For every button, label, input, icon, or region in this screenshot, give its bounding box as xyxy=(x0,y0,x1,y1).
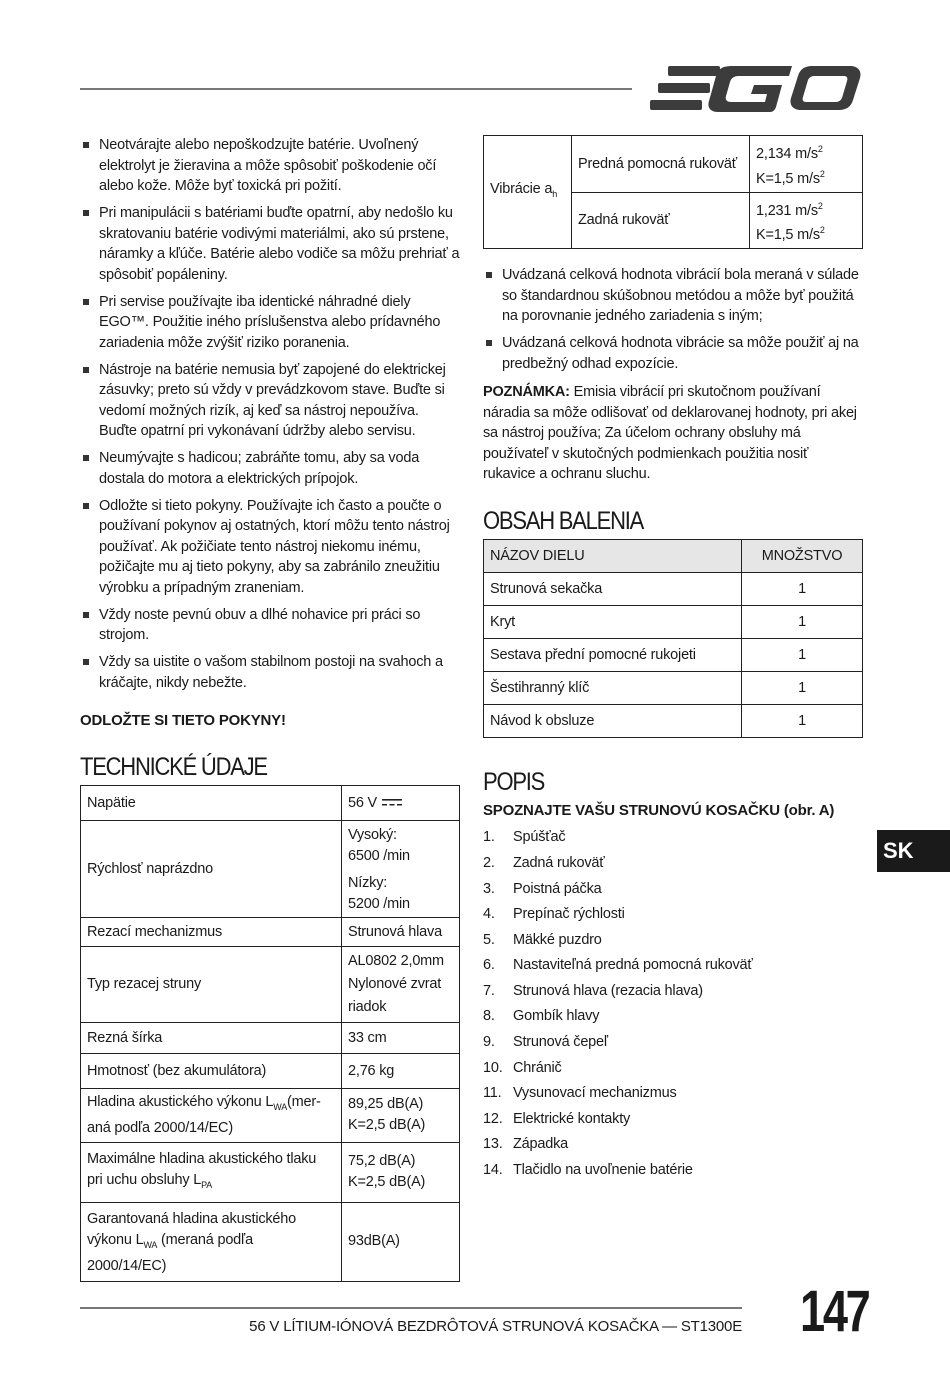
front-vibration-uncertainty: K=1,5 $m/s^2$ xyxy=(756,168,825,187)
cutting-width-label: Rezná šírka xyxy=(87,1029,163,1046)
package-contents-title: OBSAH BALENIA xyxy=(483,506,644,535)
footer-title: 56 V LÍTIUM-IÓNOVÁ BEZDRÔTOVÁ STRUNOVÁ KOSAČKA — ST1300E xyxy=(249,1318,742,1335)
rear-vibration-uncertainty: K=1,5 $m/s^2$ xyxy=(756,225,825,244)
speed-high-value: 6500 /min xyxy=(348,848,410,864)
rear-handle-label: Zadná rukoväť xyxy=(578,212,670,229)
list-item: 12. Elektrické kontakty xyxy=(483,1110,631,1127)
vibration-label: Vibrácie $a_h$ xyxy=(490,181,558,200)
vibration-table xyxy=(483,135,863,249)
package-contents-table xyxy=(483,539,863,738)
list-item: 5. Mäkké puzdro xyxy=(483,931,602,948)
table-row xyxy=(81,1202,460,1281)
language-tab: SK xyxy=(877,830,950,872)
table-row: Kryt 1 xyxy=(484,606,863,639)
table-row: Návod k obsluze 1 xyxy=(484,705,863,738)
list-item: 6. Nastaviteľná predná pomocná rukoväť xyxy=(483,957,753,974)
table-row xyxy=(81,1054,460,1089)
cutting-label: Rezací mechanizmus xyxy=(87,923,223,940)
table-row xyxy=(81,1023,460,1054)
speed-low-label: Nízky: xyxy=(348,875,388,891)
table-header-row xyxy=(484,540,863,573)
list-item: Neotvárajte alebo nepoškodzujte batérie. Uvoľnený elektrolyt je žieravina a môže spôsobiť poškodenie očí alebo kože. Môže byť toxická pri požití. xyxy=(80,135,460,197)
description-subtitle: SPOZNAJTE VAŠU STRUNOVÚ KOSAČKU (obr. A) xyxy=(483,801,835,819)
column-header-name: NÁZOV DIELU xyxy=(490,548,585,565)
vibration-bullet-list xyxy=(483,265,863,374)
list-item: 14. Tlačidlo na uvoľnenie batérie xyxy=(483,1162,693,1179)
list-item: Neumývajte s hadicou; zabráňte tomu, aby sa voda dostala do motora a elektrických prípojok. xyxy=(80,448,460,489)
page-number: 147 xyxy=(800,1279,869,1344)
list-item: Uvádzaná celková hodnota vibrácií bola meraná v súlade so štandardnou skúšobnou metódou a môže byť použitá na porovnanie jedného zariadenia s iným; xyxy=(483,265,863,327)
description-title: POPIS xyxy=(483,768,545,797)
sound-pressure-label-2: pri uchu obsluhy $L_{PA}$ xyxy=(87,1171,213,1190)
guaranteed-power-label: Garantovaná hladina akustického xyxy=(87,1210,297,1227)
header-rule xyxy=(80,88,632,90)
sound-power-value: 89,25 dB(A) xyxy=(348,1096,424,1113)
speed-low-value: 5200 /min xyxy=(348,896,410,912)
list-item: Pri servise používajte iba identické náhradné diely EGO™. Použitie iného príslušenstva alebo prídavného zariadenia môže zvýšiť riziko poranenia. xyxy=(80,292,460,354)
table-row xyxy=(81,918,460,947)
list-item: 3. Poistná páčka xyxy=(483,880,602,897)
voltage-value: 56 V xyxy=(348,794,378,811)
left-column xyxy=(80,135,460,1282)
speed-label: Rýchlosť naprázdno xyxy=(87,860,213,877)
weight-value: 2,76 kg xyxy=(348,1062,395,1079)
safety-bullet-list xyxy=(80,135,460,693)
vibration-note: POZNÁMKA: Emisia vibrácií pri skutočnom používaní náradia sa môže odlišovať od deklarovanej hodnoty, pri akej sa nástroj používa; Za účelom ochrany obsluhy má používateľ v skutočných podmienkach použitia nosiť rukavice a ochranu sluchu. xyxy=(483,384,857,483)
right-column xyxy=(483,135,863,1186)
list-item: Vždy sa uistite o vašom stabilnom postoji na svahoch a kráčajte, nikdy nebežte. xyxy=(80,652,460,693)
list-item: 11. Vysunovací mechanizmus xyxy=(483,1085,677,1102)
rear-vibration-value: 1,231 $m/s^2$ xyxy=(756,200,823,219)
weight-label: Hmotnosť (bez akumulátora) xyxy=(87,1062,267,1079)
table-row xyxy=(81,821,460,918)
sound-power-label-2: aná podľa 2000/14/EC) xyxy=(87,1119,233,1136)
footer-rule xyxy=(80,1307,742,1309)
line-type-value-1: AL0802 2,0mm xyxy=(348,953,444,969)
sound-pressure-uncertainty: K=2,5 dB(A) xyxy=(348,1174,426,1191)
table-row xyxy=(81,947,460,1023)
table-row xyxy=(81,1142,460,1202)
voltage-label: Napätie xyxy=(87,794,136,811)
list-item: 7. Strunová hlava (rezacia hlava) xyxy=(483,982,703,999)
list-item: Odložte si tieto pokyny. Používajte ich často a poučte o používaní pokynov aj ostatných, ktorí môžu tento nástroj používať. Ak požičiate tento nástroj niekomu inému, požičajte mu aj tieto pokyny, aby sa zabránilo zneužitiu výrobku a prípadným zraneniam. xyxy=(80,496,460,599)
list-item: Uvádzaná celková hodnota vibrácie sa môže použiť aj na predbežný odhad expozície. xyxy=(483,333,863,374)
list-item: 10. Chránič xyxy=(483,1059,562,1076)
list-item: 8. Gombík hlavy xyxy=(483,1008,600,1025)
table-row xyxy=(484,136,863,193)
list-item: Nástroje na batérie nemusia byť zapojené do elektrickej zásuvky; preto sú vždy v prevádzkovom stave. Buďte si vedomí možných rizík, aj keď sa nástroj nepoužíva. Buďte opatrní pri vykonávaní údržby alebo servisu. xyxy=(80,360,460,442)
cutting-width-value: 33 cm xyxy=(348,1029,387,1046)
table-row: Šestihranný klíč 1 xyxy=(484,672,863,705)
speed-high-label: Vysoký: xyxy=(348,827,397,843)
list-item: 4. Prepínač rýchlosti xyxy=(483,906,625,923)
dc-symbol-icon xyxy=(381,798,403,808)
table-row: Sestava přední pomocné rukojeti 1 xyxy=(484,639,863,672)
ego-logo xyxy=(650,64,862,112)
list-item: 13. Západka xyxy=(483,1136,569,1153)
list-item: Pri manipulácii s batériami buďte opatrní, aby nedošlo ku skratovaniu batérie vodivými materiálmi, ako sú prstene, náramky a kľúče. Batérie alebo vodiče sa môžu prehriať a spôsobiť popáleniny. xyxy=(80,203,460,285)
parts-list xyxy=(483,827,863,1185)
table-row xyxy=(81,1089,460,1143)
line-type-value-3: riadok xyxy=(348,999,387,1015)
list-item: 9. Strunová čepeľ xyxy=(483,1034,608,1051)
list-item: Vždy noste pevnú obuv a dlhé nohavice pri práci so strojom. xyxy=(80,605,460,646)
cutting-value: Strunová hlava xyxy=(348,923,442,940)
line-type-value-2: Nylonové zvrat xyxy=(348,976,442,992)
tech-data-table xyxy=(80,785,460,1282)
guaranteed-power-label-2: výkonu $L_{WA}$ (meraná podľa 2000/14/EC) xyxy=(87,1231,253,1274)
column-header-qty: MNOŽSTVO xyxy=(761,548,843,565)
table-row xyxy=(81,786,460,821)
table-row: Strunová sekačka 1 xyxy=(484,573,863,606)
list-item: 2. Zadná rukoväť xyxy=(483,854,605,871)
guaranteed-power-value: 93dB(A) xyxy=(348,1233,400,1250)
tech-data-title: TECHNICKÉ ÚDAJE xyxy=(80,752,267,781)
sound-pressure-label: Maximálne hladina akustického tlaku xyxy=(87,1150,317,1167)
front-vibration-value: 2,134 $m/s^2$ xyxy=(756,144,823,162)
line-type-label: Typ rezacej struny xyxy=(87,976,202,993)
list-item: 1. Spúšťač xyxy=(483,829,566,846)
front-handle-label: Predná pomocná rukoväť xyxy=(578,155,738,172)
sound-power-label: Hladina akustického výkonu $L_{WA}(mer-$ xyxy=(87,1094,321,1112)
save-instructions-heading: ODLOŽTE SI TIETO POKYNY! xyxy=(80,712,286,729)
sound-power-uncertainty: K=2,5 dB(A) xyxy=(348,1117,426,1134)
sound-pressure-value: 75,2 dB(A) xyxy=(348,1153,416,1170)
